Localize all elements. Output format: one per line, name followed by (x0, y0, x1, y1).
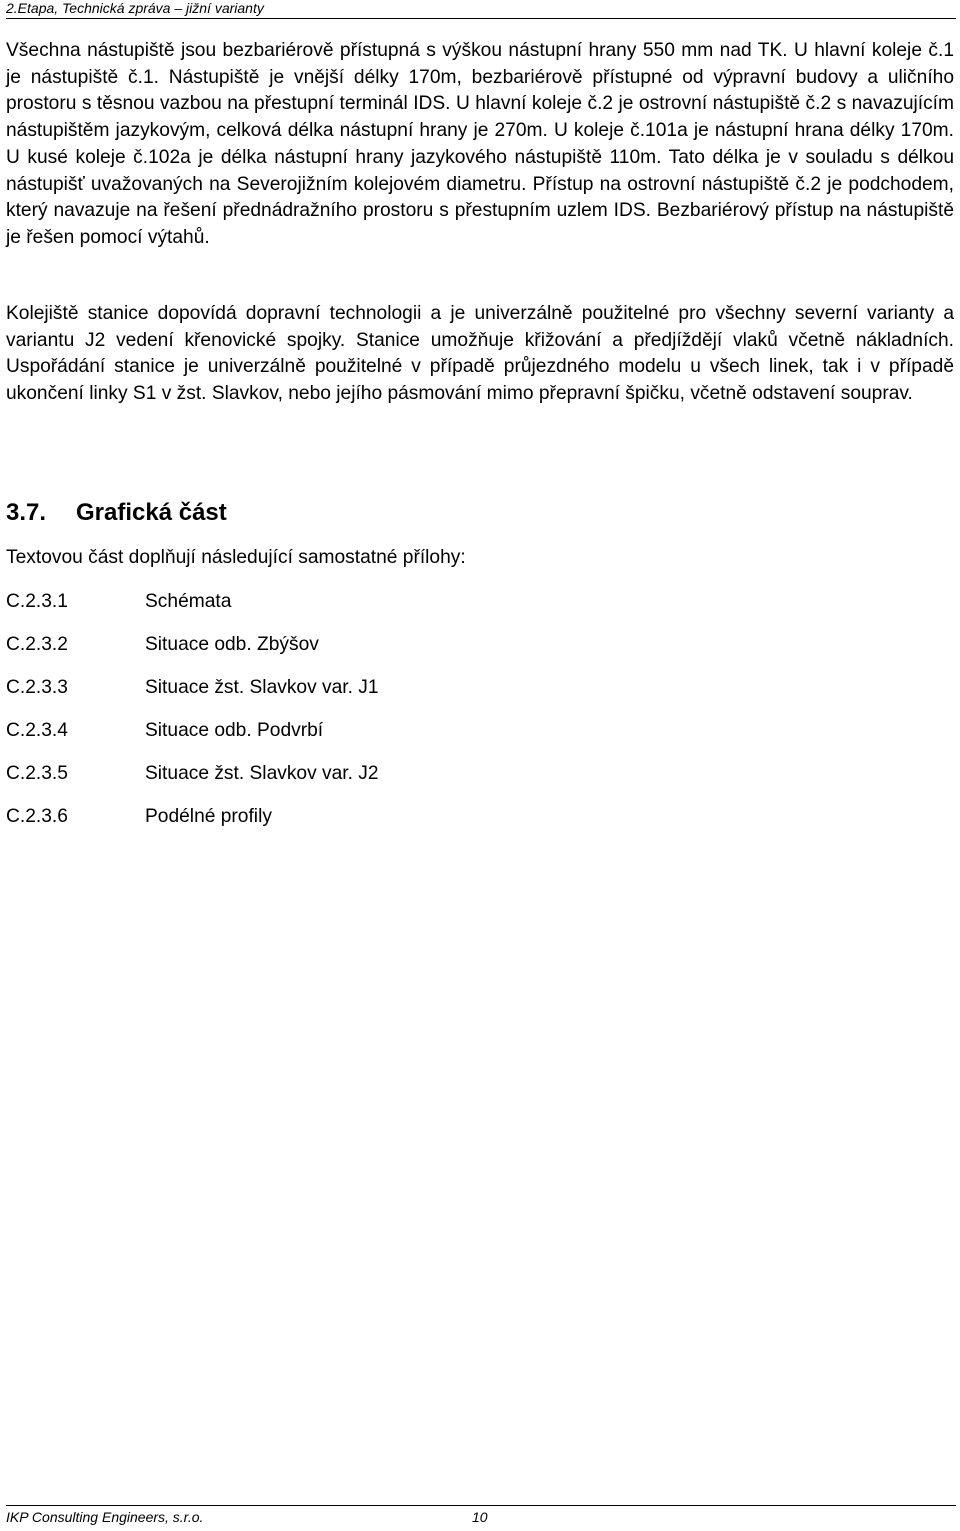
appendix-title: Situace odb. Zbýšov (145, 634, 319, 656)
appendix-code: C.2.3.3 (6, 677, 68, 699)
section-title: Grafická část (76, 499, 227, 526)
appendix-item (6, 632, 706, 675)
page-footer (6, 1505, 956, 1526)
appendix-code: C.2.3.4 (6, 720, 68, 742)
appendix-code: C.2.3.1 (6, 591, 68, 612)
page-number: 10 (472, 1509, 488, 1525)
appendix-title: Schémata (145, 591, 232, 612)
appendix-code: C.2.3.5 (6, 763, 68, 785)
appendix-item (6, 718, 706, 761)
appendix-title: Podélné profily (145, 806, 272, 828)
paragraph-platforms: Všechna nástupiště jsou bezbariérově přístupná s výškou nástupní hrany 550 mm nad TK. U hlavní koleje č.1 je nástupiště č.1. Nástupiště je vnější délky 170m, bezbariérově přístupné od výpravní budovy a uličního prostoru s těsnou vazbou na přestupní terminál IDS. U hlavní koleje č.2 je ostrovní nástupiště č.2 s navazujícím nástupištěm jazykovým, celková délka nástupní hrany je 270m. U koleje č.101a je nástupní hrana délky 170m. U kusé koleje č.102a je délka nástupní hrany jazykového nástupiště 110m. Tato délka je v souladu s délkou nástupišť uvažovaných na Severojižním kolejovém diametru. Přístup na ostrovní nástupiště č.2 je podchodem, který navazuje na řešení přednádražního prostoru s přestupním uzlem IDS. Bezbariérový přístup na nástupiště je řešen pomocí výtahů. (6, 40, 954, 248)
footer-company: IKP Consulting Engineers, s.r.o. (6, 1509, 204, 1525)
section-number: 3.7. (6, 499, 47, 526)
appendix-item (6, 675, 706, 718)
appendix-list (6, 589, 706, 848)
section-intro: Textovou část doplňují následující samostatné přílohy: (6, 547, 466, 568)
running-header: 2.Etapa, Technická zpráva – jižní varianty (6, 0, 956, 19)
appendix-code: C.2.3.2 (6, 634, 68, 656)
appendix-title: Situace žst. Slavkov var. J2 (145, 763, 379, 785)
appendix-item (6, 804, 706, 847)
section-heading (6, 497, 227, 529)
appendix-title: Situace odb. Podvrbí (145, 720, 324, 742)
appendix-item (6, 761, 706, 804)
appendix-item (6, 589, 706, 632)
appendix-code: C.2.3.6 (6, 806, 68, 828)
paragraph-track-layout: Kolejiště stanice dopovídá dopravní technologii a je univerzálně použitelné pro všechny severní varianty a variantu J2 vedení křenovické spojky. Stanice umožňuje křižování a předjíždějí vlaků včetně nákladních. Uspořádání stanice je univerzálně použitelné v případě průjezdného modelu u všech linek, tak i v případě ukončení linky S1 v žst. Slavkov, nebo jejího pásmování mimo přepravní špičku, včetně odstavení souprav. (6, 303, 954, 405)
appendix-title: Situace žst. Slavkov var. J1 (145, 677, 379, 699)
